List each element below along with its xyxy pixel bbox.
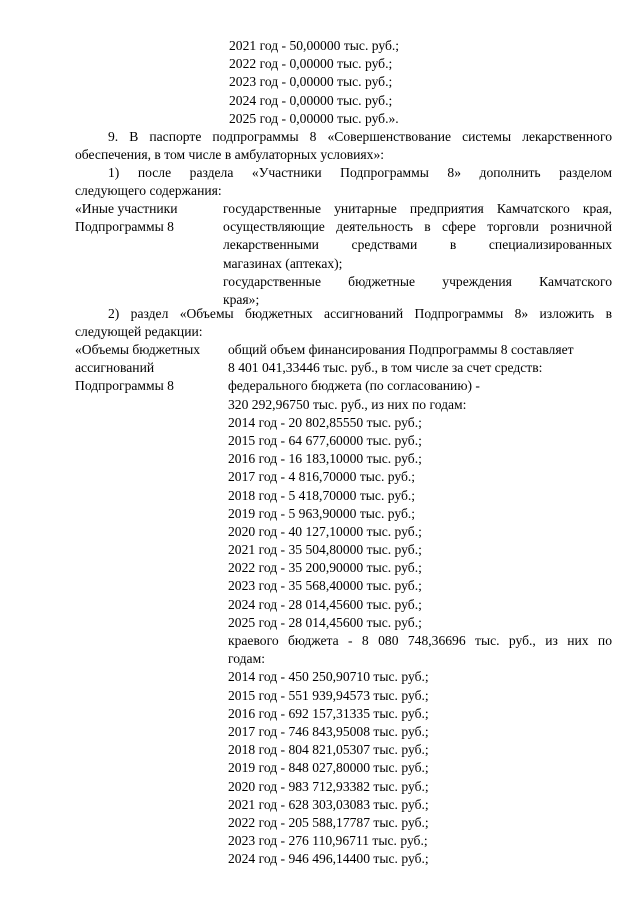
regional-year-line: 2016 год - 692 157,31335 тыс. руб.; <box>228 705 429 721</box>
regional-year-line: 2022 год - 205 588,17787 тыс. руб.; <box>228 814 429 830</box>
regional-line: краевого бюджета - 8 080 748,36696 тыс. руб., из них по <box>228 633 612 648</box>
federal-year-line: 2018 год - 5 418,70000 тыс. руб.; <box>228 487 416 503</box>
regional-year-line: 2021 год - 628 303,03083 тыс. руб.; <box>228 796 429 812</box>
funding-content <box>228 341 612 868</box>
sub1-line2: следующего содержания: <box>75 183 222 198</box>
federal-year-line: 2015 год - 64 677,60000 тыс. руб.; <box>228 432 422 448</box>
funding-intro-line: общий объем финансирования Подпрограммы 8 составляет <box>228 342 574 357</box>
regional-year-line: 2015 год - 551 939,94573 тыс. руб.; <box>228 687 429 703</box>
sub1-line1: 1) после раздела «Участники Подпрограммы 8» дополнить разделом <box>108 165 612 180</box>
participants-line: края»; <box>223 291 260 307</box>
participants-line: магазинах (аптеках); <box>223 255 343 271</box>
participants-label <box>75 200 178 236</box>
federal-year-line: 2022 год - 35 200,90000 тыс. руб.; <box>228 560 422 576</box>
federal-year-line: 2025 год - 28 014,45600 тыс. руб.; <box>228 614 422 630</box>
funding-label-line: Подпрограммы 8 <box>75 378 174 394</box>
federal-year-line: 2017 год - 4 816,70000 тыс. руб.; <box>228 469 416 485</box>
funding-intro-line: 8 401 041,33446 тыс. руб., в том числе за счет средств: <box>228 360 543 376</box>
sub2-line2: следующей редакции: <box>75 324 203 339</box>
regional-line: годам: <box>228 651 265 667</box>
regional-year-line: 2018 год - 804 821,05307 тыс. руб.; <box>228 742 429 758</box>
federal-year-line: 2024 год - 28 014,45600 тыс. руб.; <box>228 596 422 612</box>
item9-line2: обеспечения, в том числе в амбулаторных условиях»: <box>75 147 385 162</box>
regional-year-line: 2017 год - 746 843,95008 тыс. руб.; <box>228 723 429 739</box>
regional-year-line: 2020 год - 983 712,93382 тыс. руб.; <box>228 778 429 794</box>
top-year-list <box>229 37 399 128</box>
regional-year-line: 2019 год - 848 027,80000 тыс. руб.; <box>228 760 429 776</box>
regional-year-line: 2024 год - 946 496,14400 тыс. руб.; <box>228 851 429 867</box>
federal-year-line: 2020 год - 40 127,10000 тыс. руб.; <box>228 523 422 539</box>
top-year-line: 2024 год - 0,00000 тыс. руб.; <box>229 92 393 108</box>
top-year-line: 2022 год - 0,00000 тыс. руб.; <box>229 56 393 72</box>
top-year-line: 2021 год - 50,00000 тыс. руб.; <box>229 38 400 53</box>
regional-year-line: 2023 год - 276 110,96711 тыс. руб.; <box>228 833 428 849</box>
top-year-line: 2025 год - 0,00000 тыс. руб.». <box>229 110 399 126</box>
federal-year-line: 2023 год - 35 568,40000 тыс. руб.; <box>228 578 422 594</box>
federal-year-line: 2016 год - 16 183,10000 тыс. руб.; <box>228 451 422 467</box>
sub2-line1: 2) раздел «Объемы бюджетных ассигнований Подпрограммы 8» изложить в <box>108 306 612 321</box>
participants-content <box>223 200 612 309</box>
federal-year-line: 2021 год - 35 504,80000 тыс. руб.; <box>228 542 422 558</box>
participants-line: государственные унитарные предприятия Камчатского края, <box>223 201 612 216</box>
federal-year-line: 2019 год - 5 963,90000 тыс. руб.; <box>228 505 416 521</box>
participants-label-line: Подпрограммы 8 <box>75 219 174 235</box>
top-year-line: 2023 год - 0,00000 тыс. руб.; <box>229 74 393 90</box>
participants-line: лекарственными средствами в специализированных <box>223 237 612 253</box>
funding-intro-line: федерального бюджета (по согласованию) - <box>228 378 480 394</box>
funding-label <box>75 341 200 396</box>
participants-line: государственные бюджетные учреждения Камчатского <box>223 273 612 289</box>
federal-year-line: 2014 год - 20 802,85550 тыс. руб.; <box>228 414 422 430</box>
funding-label-line: «Объемы бюджетных <box>75 342 201 357</box>
participants-label-line: «Иные участники <box>75 201 178 216</box>
regional-year-line: 2014 год - 450 250,90710 тыс. руб.; <box>228 669 429 685</box>
funding-intro-line: 320 292,96750 тыс. руб., из них по годам: <box>228 396 467 412</box>
item9-line1: 9. В паспорте подпрограммы 8 «Совершенствование системы лекарственного <box>108 129 612 144</box>
funding-label-line: ассигнований <box>75 360 155 376</box>
participants-line: осуществляющие деятельность в сфере торговли розничной <box>223 219 612 235</box>
